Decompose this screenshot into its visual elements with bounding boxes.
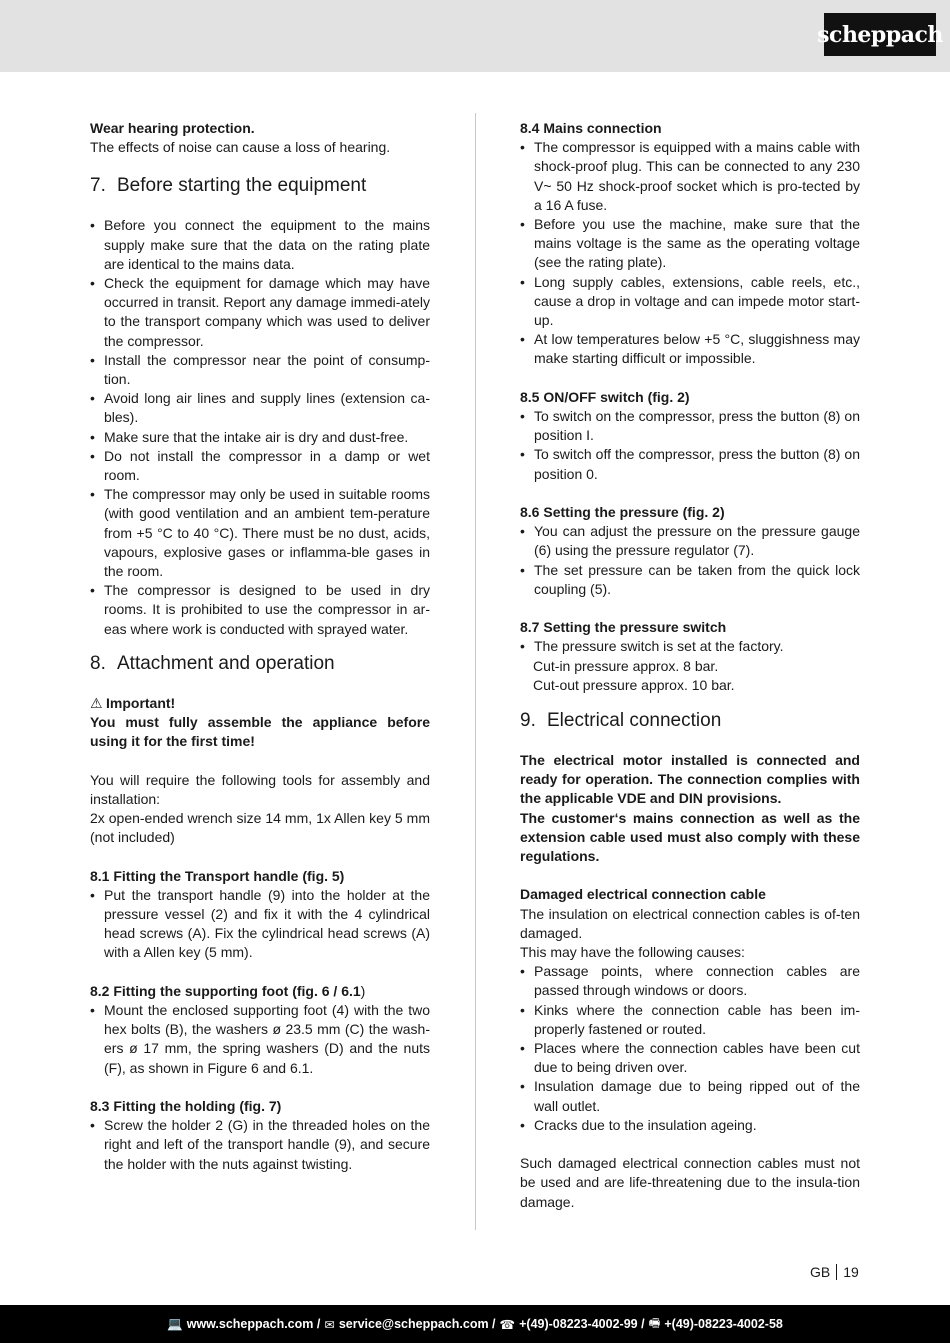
list-item: • Check the equipment for damage which may have occurred in transit. Report any damage immedi-ately to the transport company which was used to deliver the compressor. xyxy=(90,274,430,351)
list-item: • Before you use the machine, make sure that the mains voltage is the same as the operating voltage (see the rating plate). xyxy=(520,215,860,273)
list-item: • Avoid long air lines and supply lines (extension ca-bles). xyxy=(90,389,430,427)
column-divider xyxy=(475,113,476,1230)
footer-website-link[interactable]: www.scheppach.com / xyxy=(186,1317,321,1331)
damaged-cable-text: The insulation on electrical connection cables is of-ten damaged. xyxy=(520,905,860,941)
tools-intro: You will require the following tools for assembly and installation: xyxy=(90,771,430,807)
list-item: • The compressor is equipped with a mains cable with shock-proof plug. This can be connected to any 230 V~ 50 Hz shock-proof socket which is pro-tected by a 16 A fuse. xyxy=(520,138,860,215)
section-8-4-list xyxy=(520,138,860,368)
scheppach-logo: scheppach xyxy=(824,13,936,56)
section-9-number: 9. xyxy=(520,710,536,732)
section-8-5-list xyxy=(520,407,860,484)
section-8-title: Attachment and operation xyxy=(117,652,335,674)
section-8-2-title-text: 8.2 Fitting the supporting foot (fig. 6 / 6.1 xyxy=(90,982,361,999)
list-item: • Cracks due to the insulation ageing. xyxy=(520,1116,860,1135)
list-item: • Places where the connection cables have been cut due to being driven over. xyxy=(520,1039,860,1077)
left-column xyxy=(90,119,430,1174)
list-item: • The compressor may only be used in suitable rooms (with good ventilation and an ambient tem-perature from +5 °C to 40 °C). There must be no dust, acids, vapours, explosive gases or inflamma-ble gases in the room. xyxy=(90,485,430,581)
page-number-divider xyxy=(836,1264,837,1280)
list-item: • Before you connect the equipment to the mains supply make sure that the data on the rating plate are identical to the mains data. xyxy=(90,216,430,274)
section-8-1-title: 8.1 Fitting the Transport handle (fig. 5) xyxy=(90,867,345,884)
section-9-bold-2: The customer‘s mains connection as well as the extension cable used must also comply with these regulations. xyxy=(520,809,860,865)
warning-triangle-icon: ⚠ xyxy=(90,694,103,711)
section-8-3-title: 8.3 Fitting the holding (fig. 7) xyxy=(90,1098,282,1115)
hearing-protection-text: The effects of noise can cause a loss of hearing. xyxy=(90,139,391,156)
cut-in-pressure: Cut-in pressure approx. 8 bar. xyxy=(533,657,719,674)
section-8-2-title xyxy=(90,982,430,1001)
section-8-heading xyxy=(90,652,430,676)
section-7-heading xyxy=(90,174,430,198)
list-item: • Screw the holder 2 (G) in the threaded holes on the right and left of the transport handle (9), and secure the holder with the nuts against twisting. xyxy=(90,1116,430,1174)
section-9-title: Electrical connection xyxy=(547,710,722,732)
important-text: You must fully assemble the appliance before using it for the first time! xyxy=(90,714,430,750)
section-8-7-list xyxy=(520,637,860,656)
section-8-1-list xyxy=(90,886,430,963)
section-8-6-list xyxy=(520,522,860,599)
list-item: • At low temperatures below +5 °C, sluggishness may make starting difficult or impossible. xyxy=(520,330,860,368)
list-item: • Long supply cables, extensions, cable reels, etc., cause a drop in voltage and can impede motor start-up. xyxy=(520,273,860,331)
footer-fax: +(49)-08223-4002-58 xyxy=(664,1317,783,1331)
page-language: GB xyxy=(810,1264,831,1280)
list-item: • To switch off the compressor, press the button (8) on position 0. xyxy=(520,445,860,483)
important-label: Important! xyxy=(106,694,176,711)
list-item: • Insulation damage due to being ripped out of the wall outlet. xyxy=(520,1077,860,1115)
list-item: • Install the compressor near the point of consump-tion. xyxy=(90,351,430,389)
footer-email-link[interactable]: service@scheppach.com / xyxy=(338,1317,496,1331)
list-item: • Do not install the compressor in a damp or wet room. xyxy=(90,447,430,485)
section-7-list xyxy=(90,216,430,638)
list-item: • Put the transport handle (9) into the holder at the pressure vessel (2) and fix it with the 4 cylindrical head screws (A). Fix the cylindrical head screws (A) with a Allen key (5 mm). xyxy=(90,886,430,963)
fax-icon: 🖷 xyxy=(648,1315,661,1330)
section-8-2-title-end: ) xyxy=(360,982,366,999)
footer-bar xyxy=(0,1305,950,1343)
list-item: • The compressor is designed to be used in dry rooms. It is prohibited to use the compressor in ar-eas where work is conducted with sprayed water. xyxy=(90,581,430,639)
section-8-2-list xyxy=(90,1001,430,1078)
cut-out-pressure: Cut-out pressure approx. 10 bar. xyxy=(533,676,735,693)
list-item: • Mount the enclosed supporting foot (4) with the two hex bolts (B), the washers ø 23.5 mm (C) the wash-ers ø 17 mm, the spring washers (D) and the nuts (F), as shown in Figure 6 and 6.1. xyxy=(90,1001,430,1078)
list-item: • You can adjust the pressure on the pressure gauge (6) using the pressure regulator (7). xyxy=(520,522,860,560)
tools-list: 2x open-ended wrench size 14 mm, 1x Allen key 5 mm (not included) xyxy=(90,810,430,846)
causes-list xyxy=(520,962,860,1135)
damaged-cable-title: Damaged electrical connection cable xyxy=(520,886,766,903)
section-9-heading xyxy=(520,709,860,733)
important-notice xyxy=(90,694,430,713)
footer-phone: +(49)-08223-4002-99 / xyxy=(519,1317,645,1331)
section-9-bold-1: The electrical motor installed is connected and ready for operation. The connection complies with the applicable VDE and DIN provisions. xyxy=(520,752,860,807)
section-8-number: 8. xyxy=(90,652,106,674)
section-7-title: Before starting the equipment xyxy=(117,175,367,197)
section-8-4-title: 8.4 Mains connection xyxy=(520,120,662,136)
header-band xyxy=(0,0,950,72)
computer-icon: 💻 xyxy=(167,1316,183,1331)
phone-icon: ☎ xyxy=(499,1317,516,1332)
page-number xyxy=(810,1264,859,1280)
section-8-6-title: 8.6 Setting the pressure (fig. 2) xyxy=(520,504,725,521)
causes-intro: This may have the following causes: xyxy=(520,944,745,961)
page-number-value: 19 xyxy=(843,1264,859,1280)
list-item: • The set pressure can be taken from the quick lock coupling (5). xyxy=(520,561,860,599)
closing-text: Such damaged electrical connection cables must not be used and are life-threatening due to the insula-tion damage. xyxy=(520,1155,860,1210)
section-7-number: 7. xyxy=(90,175,106,197)
section-8-5-title: 8.5 ON/OFF switch (fig. 2) xyxy=(520,388,690,405)
hearing-protection-title: Wear hearing protection. xyxy=(90,120,255,136)
list-item: • The pressure switch is set at the factory. xyxy=(520,637,860,656)
section-8-7-title: 8.7 Setting the pressure switch xyxy=(520,619,727,636)
list-item: • Kinks where the connection cable has been im-properly fastened or routed. xyxy=(520,1001,860,1039)
section-8-3-list xyxy=(90,1116,430,1174)
mail-icon: ✉ xyxy=(324,1317,335,1332)
list-item: • To switch on the compressor, press the button (8) on position I. xyxy=(520,407,860,445)
list-item: • Passage points, where connection cables are passed through windows or doors. xyxy=(520,962,860,1000)
right-column xyxy=(520,119,860,1212)
list-item: • Make sure that the intake air is dry and dust-free. xyxy=(90,428,430,447)
